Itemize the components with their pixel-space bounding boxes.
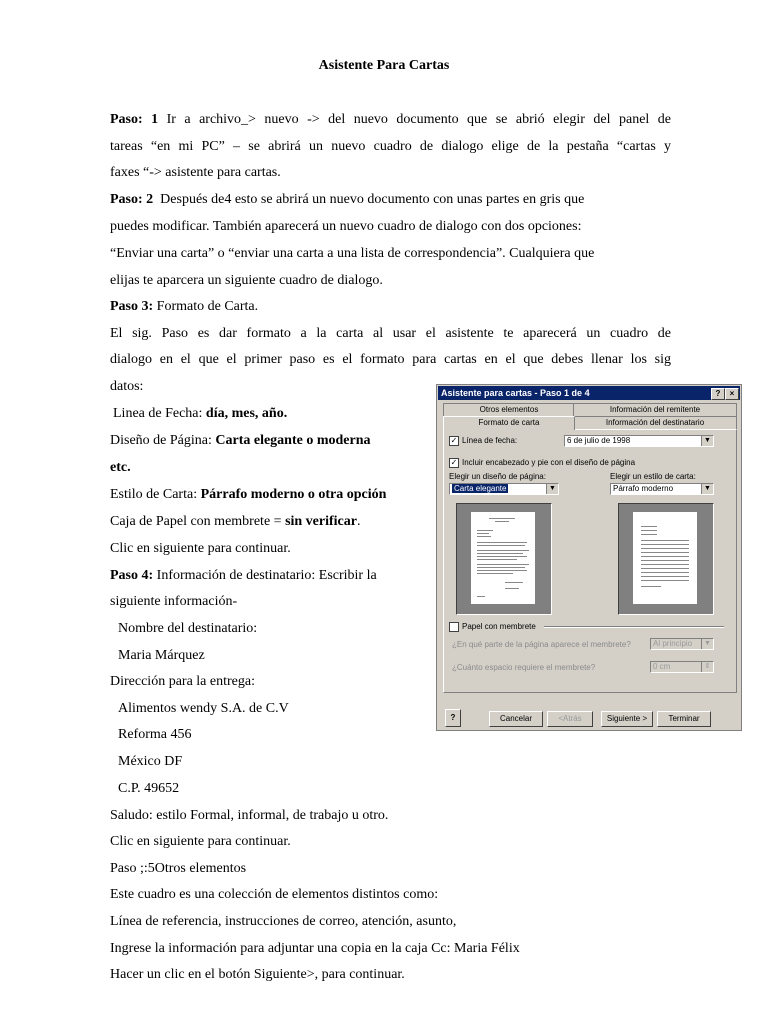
paso2-line3: “Enviar una carta” o “enviar una carta a una lista de correspondencia”. Cualquiera que (110, 246, 595, 261)
paso5-line3: Ingrese la información para adjuntar una copia en la caja Cc: Maria Félix (110, 941, 520, 956)
help-button[interactable]: ? (445, 709, 461, 727)
direccion-line1: Alimentos wendy S.A. de C.V (118, 701, 289, 716)
cancel-button[interactable]: Cancelar (489, 711, 543, 727)
finish-button[interactable]: Terminar (657, 711, 711, 727)
fecha-line: Linea de Fecha: día, mes, año. (113, 406, 288, 421)
papel-checkbox[interactable] (449, 622, 459, 632)
letter-wizard-dialog (436, 384, 742, 731)
fecha-value: 6 de julio de 1998 (567, 436, 631, 445)
paso3-heading: Paso 3: Formato de Carta. (110, 299, 259, 314)
tab-formato-carta[interactable]: Formato de carta (443, 416, 575, 430)
direccion-label: Dirección para la entrega: (110, 674, 255, 689)
paso2-label: Paso: 2 (110, 192, 154, 207)
paso3-label: Paso 3: (110, 299, 154, 314)
parte-value: Al principio (653, 639, 693, 648)
chevron-down-icon[interactable]: ▼ (546, 484, 558, 494)
spinner-arrows-icon[interactable]: ⇕ (701, 662, 713, 672)
paso2-line1: Paso: 2 Después de4 esto se abrirá un nuevo documento con unas partes en gris que (110, 192, 585, 207)
estilo-preview (618, 503, 714, 615)
parte-combo[interactable] (650, 638, 714, 650)
fecha-combo[interactable] (564, 435, 714, 447)
diseno-combo[interactable] (449, 483, 559, 495)
estilo-line: Estilo de Carta: Párrafo moderno o otra opción (110, 487, 387, 502)
incluir-label: Incluir encabezado y pie con el diseño de página (462, 458, 636, 468)
paso2-line2: puedes modificar. También aparecerá un nuevo cuadro de dialogo con dos opciones: (110, 219, 582, 234)
paso3-line1: El sig. Paso es dar formato a la carta al usar el asistente te aparecerá un cuadro de (110, 326, 671, 341)
chevron-down-icon[interactable]: ▼ (701, 639, 713, 649)
paso3-line3: datos: (110, 379, 144, 394)
dialog-title: Asistente para cartas - Paso 1 de 4 (441, 388, 590, 398)
chevron-down-icon[interactable]: ▼ (701, 484, 713, 494)
direccion-line4: C.P. 49652 (118, 781, 180, 796)
tab-informacion-remitente[interactable]: Información del remitente (573, 403, 737, 416)
caja-line: Caja de Papel con membrete = sin verificar. (110, 514, 361, 529)
paso5-line2: Línea de referencia, instrucciones de correo, atención, asunto, (110, 914, 457, 929)
direccion-line3: México DF (118, 754, 183, 769)
paso1-line2: tareas “en mi PC” – se abrirá un nuevo cuadro de dialogo elige de la pestaña “cartas y (110, 139, 671, 154)
fecha-label: Línea de fecha: (462, 436, 518, 446)
paso1-line3: faxes “-> asistente para cartas. (110, 165, 281, 180)
tab-informacion-destinatario[interactable]: Información del destinatario (573, 416, 737, 429)
formato-panel (443, 429, 737, 693)
espacio-value: 0 cm (653, 662, 671, 671)
estilo-value: Párrafo moderno (613, 484, 674, 493)
espacio-question: ¿Cuánto espacio requiere el membrete? (452, 663, 596, 672)
dialog-titlebar (438, 386, 740, 400)
group-divider (544, 626, 724, 628)
estilo-combo[interactable] (610, 483, 714, 495)
papel-checkbox-row[interactable] (449, 622, 536, 632)
papel-label: Papel con membrete (462, 622, 536, 632)
espacio-spinner[interactable] (650, 661, 714, 673)
close-button[interactable]: × (725, 388, 739, 400)
paso2-line4: elijas te aparcera un siguiente cuadro de dialogo. (110, 273, 383, 288)
paso1-label: Paso: 1 (110, 112, 159, 127)
diseno-value: Carta elegante (454, 484, 507, 493)
nombre-value: Maria Márquez (118, 648, 205, 663)
diseno-line: Diseño de Página: Carta elegante o moderna (110, 433, 371, 448)
paso4-clic: Clic en siguiente para continuar. (110, 834, 291, 849)
elegant-letter-thumbnail (471, 512, 535, 604)
chevron-down-icon[interactable]: ▼ (701, 436, 713, 446)
nombre-label: Nombre del destinatario: (118, 621, 258, 636)
paso4-line2: siguiente información- (110, 594, 238, 609)
paso4-heading: Paso 4: Información de destinatario: Escribir la (110, 568, 377, 583)
back-button[interactable]: <Atrás (547, 711, 593, 727)
paso5-line1: Este cuadro es una colección de elementos distintos como: (110, 887, 439, 902)
help-title-button[interactable]: ? (711, 388, 725, 400)
elegir-diseno-label: Elegir un diseño de página: (449, 472, 546, 481)
paso4-label: Paso 4: (110, 568, 154, 583)
diseno-line2: etc. (110, 460, 131, 475)
next-button[interactable]: Siguiente > (601, 711, 653, 727)
paso3-line2: dialogo en el que el primer paso es el formato para cartas en el que debes llenar los sig (110, 352, 671, 367)
saludo-line: Saludo: estilo Formal, informal, de trabajo u otro. (110, 808, 389, 823)
elegir-estilo-label: Elegir un estilo de carta: (610, 472, 696, 481)
fecha-checkbox[interactable]: ✓ (450, 436, 458, 445)
diseno-preview (456, 503, 552, 615)
paso5-line4: Hacer un clic en el botón Siguiente>, para continuar. (110, 967, 405, 982)
incluir-checkbox[interactable]: ✓ (450, 458, 458, 467)
incluir-checkbox-row[interactable] (449, 458, 635, 468)
direccion-line2: Reforma 456 (118, 727, 192, 742)
fecha-checkbox-row[interactable] (449, 436, 517, 446)
document-title: Asistente Para Cartas (318, 58, 450, 73)
paso5-heading: Paso ;:5Otros elementos (110, 861, 247, 876)
modern-paragraph-thumbnail (633, 512, 697, 604)
paso3-clic: Clic en siguiente para continuar. (110, 541, 291, 556)
tab-otros-elementos[interactable]: Otros elementos (443, 403, 575, 416)
paso1-line1: Paso: 1 Ir a archivo_> nuevo -> del nuevo documento que se abrió elegir del panel de (110, 112, 671, 127)
parte-question: ¿En qué parte de la página aparece el membrete? (452, 640, 631, 649)
